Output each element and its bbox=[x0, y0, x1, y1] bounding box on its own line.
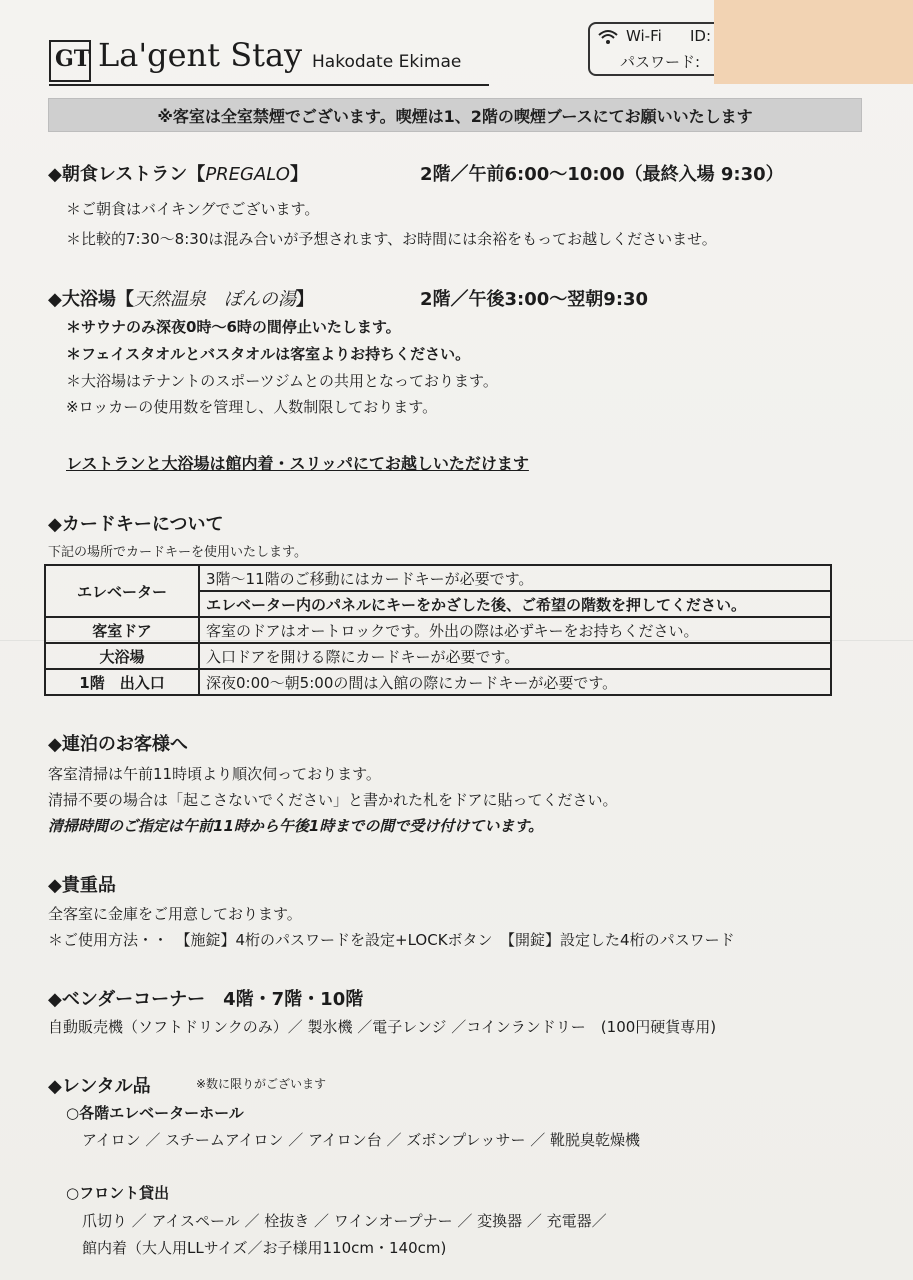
cardkey-title: ◆カードキーについて bbox=[48, 514, 224, 535]
rental-floor-items: アイロン ／ スチームアイロン ／ アイロン台 ／ ズボンプレッサー ／ 靴脱臭乾燥機 bbox=[82, 1131, 641, 1149]
stay-line: 客室清掃は午前11時頃より順次伺っております。 bbox=[48, 765, 381, 783]
attire-note: レストランと大浴場は館内着・スリッパにてお越しいただけます bbox=[66, 454, 529, 473]
table-key-cell: 客室ドア bbox=[45, 617, 199, 643]
safe-usage-note: ＊ご使用方法・・ 【施錠】4桁のパスワードを設定+LOCKボタン 【開錠】設定した4桁のパスワード bbox=[48, 931, 735, 949]
brand-location: Hakodate Ekimae bbox=[312, 52, 462, 72]
breakfast-restaurant-name: PREGALO bbox=[205, 164, 290, 185]
table-row bbox=[45, 565, 831, 591]
rental-front-title: ○フロント貸出 bbox=[66, 1184, 170, 1202]
table-value-cell: 入口ドアを開ける際にカードキーが必要です。 bbox=[199, 643, 831, 669]
table-value-cell: 深夜0:00〜朝5:00の間は入館の際にカードキーが必要です。 bbox=[199, 669, 831, 695]
bath-note-bold: ＊フェイスタオルとバスタオルは客室よりお持ちください。 bbox=[66, 345, 471, 363]
bath-note-bold: ＊サウナのみ深夜0時〜6時の間停止いたします。 bbox=[66, 318, 401, 336]
bath-note: ※ロッカーの使用数を管理し、人数制限しております。 bbox=[66, 398, 438, 416]
rental-note: ※数に限りがございます bbox=[196, 1077, 327, 1091]
rental-floor-title: ○各階エレベーターホール bbox=[66, 1104, 244, 1122]
wifi-password-label: パスワード: bbox=[620, 53, 701, 71]
breakfast-hours: 2階／午前6:00〜10:00（最終入場 9:30） bbox=[420, 164, 784, 185]
rental-front-items: 爪切り ／ アイスペール ／ 栓抜き ／ ワインオープナー ／ 変換器 ／ 充電器／ bbox=[82, 1212, 607, 1230]
valuables-line: 全客室に金庫をご用意しております。 bbox=[48, 905, 302, 923]
table-value-cell: エレベーター内のパネルにキーをかざした後、ご希望の階数を押してください。 bbox=[199, 591, 831, 617]
valuables-title: ◆貴重品 bbox=[48, 875, 116, 896]
bath-name: 天然温泉 ぽんの湯 bbox=[133, 289, 296, 310]
table-key-cell: エレベーター bbox=[45, 565, 199, 617]
wifi-icon bbox=[598, 29, 618, 49]
wifi-info-box bbox=[588, 22, 732, 76]
wifi-label: Wi-Fi bbox=[626, 27, 662, 45]
sticky-note bbox=[714, 0, 913, 84]
table-key-cell: 大浴場 bbox=[45, 643, 199, 669]
stay-cleaning-time-note: 清掃時間のご指定は午前11時から午後1時までの間で受け付けています。 bbox=[48, 817, 544, 835]
rental-front-items: 館内着（大人用LLサイズ／お子様用110cm・140cm) bbox=[82, 1239, 447, 1257]
rental-title: ◆レンタル品 bbox=[48, 1076, 151, 1097]
brand-name: La'gent Stay bbox=[98, 36, 303, 74]
stay-title: ◆連泊のお客様へ bbox=[48, 734, 188, 755]
table-value-cell: 3階〜11階のご移動にはカードキーが必要です。 bbox=[199, 565, 831, 591]
brand-underline bbox=[49, 84, 489, 86]
table-row bbox=[45, 643, 831, 669]
bath-note: ＊大浴場はテナントのスポーツジムとの共用となっております。 bbox=[66, 372, 498, 390]
vendor-title: ◆ベンダーコーナー 4階・7階・10階 bbox=[48, 989, 364, 1010]
vendor-line: 自動販売機（ソフトドリンクのみ）／ 製氷機 ／電子レンジ ／コインランドリー (100円硬貨専用) bbox=[48, 1018, 717, 1036]
breakfast-title: ◆朝食レストラン【PREGALO】 bbox=[48, 164, 308, 185]
logo-mark bbox=[49, 40, 91, 82]
breakfast-note: ＊比較的7:30〜8:30は混み合いが予想されます、お時間には余裕をもってお越しくださいませ。 bbox=[66, 230, 717, 248]
stay-line: 清掃不要の場合は「起こさないでください」と書かれた札をドアに貼ってください。 bbox=[48, 791, 618, 809]
bath-hours: 2階／午後3:00〜翌朝9:30 bbox=[420, 289, 649, 310]
breakfast-note: ＊ご朝食はバイキングでございます。 bbox=[66, 200, 320, 218]
table-value-cell: 客室のドアはオートロックです。外出の際は必ずキーをお持ちください。 bbox=[199, 617, 831, 643]
bath-title: ◆大浴場【天然温泉 ぽんの湯】 bbox=[48, 289, 314, 310]
cardkey-table bbox=[44, 564, 832, 696]
table-key-cell: 1階 出入口 bbox=[45, 669, 199, 695]
wifi-id-label: ID: bbox=[690, 27, 712, 45]
table-row bbox=[45, 669, 831, 695]
no-smoking-banner: ※客室は全室禁煙でございます。喫煙は1、2階の喫煙ブースにてお願いいたします bbox=[48, 98, 862, 132]
cardkey-intro: 下記の場所でカードキーを使用いたします。 bbox=[48, 545, 307, 560]
table-row bbox=[45, 617, 831, 643]
logo-letters: GT bbox=[55, 46, 91, 72]
